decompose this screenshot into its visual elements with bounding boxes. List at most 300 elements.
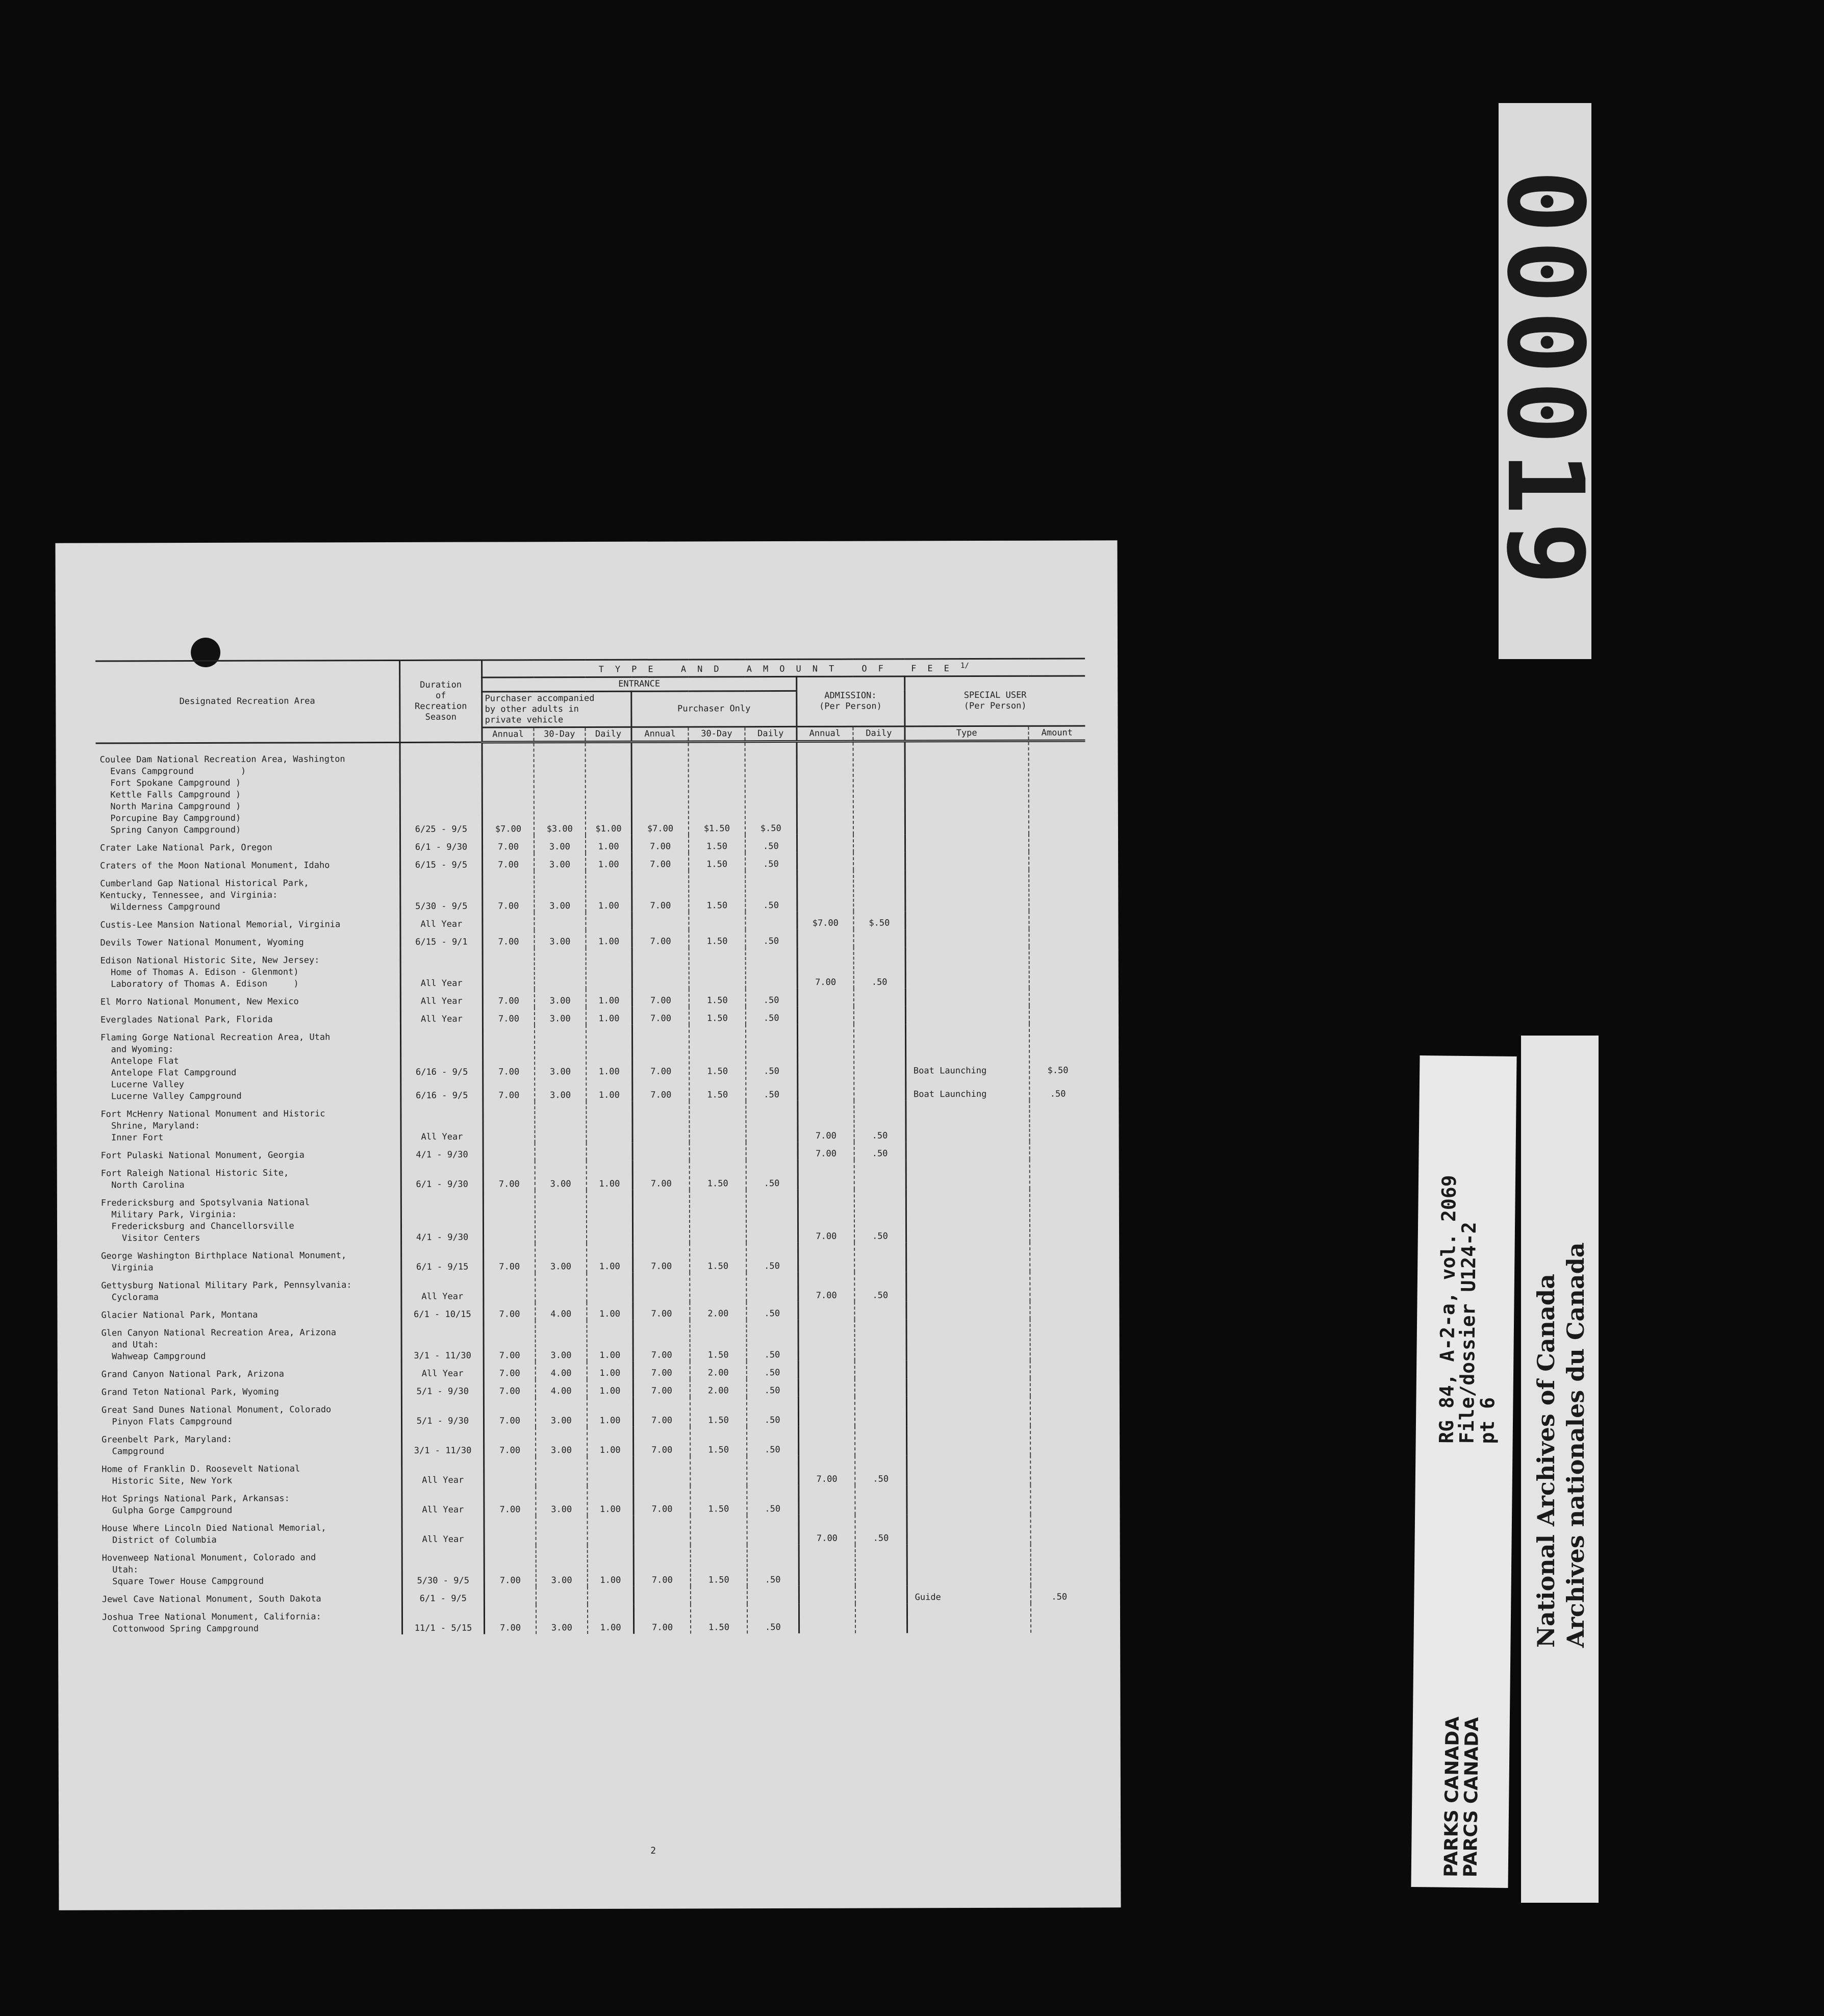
season-cell: All Year <box>401 1362 484 1379</box>
purchaser-daily-cell <box>747 1456 798 1485</box>
table-row <box>97 1378 1087 1398</box>
purchaser-daily-cell: .50 <box>747 1485 798 1515</box>
admission-daily-cell: .50 <box>855 1515 907 1544</box>
purchaser-annual-cell: 7.00 <box>634 1379 690 1397</box>
purchaser-30day-cell: 1.50 <box>689 929 745 947</box>
admission-annual-cell <box>798 1319 855 1360</box>
season-cell: 6/25 - 9/5 <box>400 742 483 836</box>
special-type-cell <box>905 834 1029 852</box>
purchaser-annual-cell: 7.00 <box>632 1006 689 1024</box>
purchaser-daily-cell: .50 <box>747 1361 798 1379</box>
season-cell: 5/30 - 9/5 <box>402 1545 485 1586</box>
area-cell: Glacier National Park, Montana <box>101 1309 258 1321</box>
special-type-cell <box>906 1425 1030 1455</box>
admission-annual-cell: 7.00 <box>798 1142 854 1160</box>
purchaser-daily-cell: .50 <box>745 870 797 912</box>
admission-daily-cell <box>853 852 905 870</box>
entrance-30day-cell <box>536 1516 587 1545</box>
special-type-cell <box>906 1455 1030 1485</box>
subheader-annual: Annual <box>796 726 853 741</box>
purchaser-daily-cell: .50 <box>747 1379 798 1397</box>
table-row <box>96 1100 1086 1144</box>
subheader-annual: Annual <box>631 727 688 742</box>
purchaser-daily-cell <box>746 1272 798 1302</box>
admission-daily-cell <box>855 1426 906 1455</box>
entrance-30day-cell: 3.00 <box>536 1545 587 1586</box>
area-cell: Greenbelt Park, Maryland: Campground <box>102 1434 232 1457</box>
season-cell: 5/1 - 9/30 <box>401 1397 484 1427</box>
footnote-mark: 1/ <box>960 662 969 670</box>
admission-daily-cell <box>854 1006 905 1024</box>
purchaser-30day-cell: 1.50 <box>689 835 745 852</box>
table-row <box>97 1271 1086 1303</box>
purchaser-30day-cell: 1.50 <box>690 1320 746 1361</box>
entrance-annual-cell <box>484 1516 536 1545</box>
entrance-30day-cell: 4.00 <box>535 1362 587 1379</box>
entrance-daily-cell <box>587 1190 633 1243</box>
area-cell: Hovenweep National Monument, Colorado and Utah: Square Tower House Campground <box>102 1552 316 1587</box>
entrance-30day-cell: 3.00 3.00 <box>535 1025 586 1101</box>
purchaser-daily-cell <box>745 912 797 929</box>
purchaser-30day-cell: 1.50 <box>690 1160 746 1190</box>
subheader-annual: Annual <box>482 727 534 742</box>
admission-annual-cell <box>798 1160 854 1189</box>
purchaser-annual-cell: 7.00 <box>634 1397 690 1426</box>
entrance-daily-cell: 1.00 <box>586 835 632 852</box>
entrance-annual-cell: 7.00 <box>483 989 535 1007</box>
entrance-annual-cell: 7.00 <box>484 1427 536 1456</box>
admission-annual-cell: 7.00 <box>797 1100 854 1142</box>
entrance-annual-cell: 7.00 <box>483 871 534 912</box>
purchaser-daily-cell: $.50 <box>745 741 797 835</box>
purchaser-annual-cell: 7.00 <box>632 929 689 947</box>
special-amount-cell <box>1029 1141 1086 1159</box>
table-row <box>97 1319 1086 1363</box>
special-amount-cell <box>1029 911 1085 928</box>
admission-annual-cell <box>798 1360 855 1378</box>
entrance-annual-cell: 7.00 <box>484 1362 535 1379</box>
national-archives-text <box>1531 1242 1590 1648</box>
special-type-cell <box>906 1141 1030 1160</box>
purchaser-daily-cell: .50 <box>746 989 797 1006</box>
purchaser-30day-cell: 1.50 <box>691 1604 747 1633</box>
special-type-cell: Guide <box>907 1585 1031 1603</box>
purchaser-annual-cell <box>633 1272 690 1302</box>
entrance-annual-cell <box>483 912 534 930</box>
special-amount-cell <box>1029 928 1085 946</box>
special-type-cell: Boat Launching Boat Launching <box>905 1023 1029 1100</box>
special-amount-cell <box>1030 1319 1087 1360</box>
header-purchaser-only <box>631 691 796 727</box>
admission-annual-cell <box>799 1603 855 1633</box>
header-entrance <box>482 676 796 692</box>
table-body <box>96 741 1088 1635</box>
admission-annual-cell <box>799 1544 855 1585</box>
table-row <box>98 1544 1087 1587</box>
purchaser-daily-cell <box>746 1190 798 1243</box>
special-type-cell <box>906 1360 1030 1378</box>
season-cell: All Year <box>400 989 483 1007</box>
purchaser-annual-cell: 7.00 <box>634 1426 690 1456</box>
area-cell: Joshua Tree National Monument, California: Cottonwood Spring Campground <box>102 1611 321 1634</box>
entrance-daily-cell: 1.00 <box>586 1160 632 1190</box>
entrance-daily-cell <box>588 1586 634 1604</box>
admission-annual-cell: 7.00 <box>798 1272 854 1301</box>
special-type-cell <box>905 1005 1029 1024</box>
special-type-cell <box>906 1159 1030 1189</box>
admission-daily-cell <box>855 1396 906 1426</box>
area-cell: Craters of the Moon National Monument, Idaho <box>100 860 330 871</box>
area-cell: Fort Pulaski National Monument, Georgia <box>100 1150 305 1161</box>
special-amount-cell <box>1031 1603 1087 1632</box>
special-amount-cell <box>1029 834 1085 851</box>
document-page <box>55 540 1121 1910</box>
purchaser-annual-cell: 7.00 <box>633 1302 690 1320</box>
special-type-cell <box>906 1378 1030 1396</box>
table-row <box>98 1603 1087 1635</box>
admission-annual-cell: 7.00 <box>799 1515 855 1544</box>
admission-daily-cell: .50 <box>854 1100 906 1142</box>
table-row <box>96 1005 1086 1026</box>
header-special-user <box>904 676 1085 726</box>
purchaser-daily-cell: .50 <box>747 1604 799 1633</box>
admission-annual-cell: 7.00 <box>798 1455 855 1485</box>
season-cell: All Year <box>401 1486 484 1516</box>
season-cell: All Year <box>400 1007 483 1025</box>
purchaser-daily-cell <box>746 947 797 989</box>
subheader-daily: Daily <box>745 726 796 741</box>
entrance-daily-cell: 1.00 <box>586 870 632 912</box>
season-cell: All Year <box>401 1273 484 1302</box>
purchaser-annual-cell <box>632 1142 689 1160</box>
special-type-cell <box>907 1544 1031 1585</box>
admission-annual-cell <box>797 741 854 835</box>
season-cell: All Year <box>400 948 483 989</box>
purchaser-30day-cell <box>690 1515 747 1545</box>
admission-annual-cell <box>797 988 854 1006</box>
entrance-30day-cell <box>534 912 586 930</box>
admission-daily-cell <box>854 988 905 1006</box>
admission-annual-cell <box>798 1426 855 1455</box>
entrance-daily-cell <box>587 1456 634 1485</box>
area-cell: Hot Springs National Park, Arkansas: Gulpha Gorge Campground <box>102 1493 290 1516</box>
parks-canada-line2: PARCS CANADA <box>1460 1717 1483 1878</box>
special-amount-cell <box>1030 1378 1086 1396</box>
entrance-daily-cell: $1.00 <box>585 742 631 835</box>
admission-daily-cell <box>855 1378 906 1396</box>
area-cell: Custis-Lee Mansion National Memorial, Virginia <box>100 919 341 930</box>
special-type-cell <box>906 1319 1030 1360</box>
purchaser-30day-cell: 1.50 1.50 <box>689 1024 746 1101</box>
area-cell: House Where Lincoln Died National Memorial, District of Columbia <box>102 1523 326 1546</box>
purchaser-30day-cell <box>689 912 745 929</box>
entrance-30day-cell: 3.00 <box>536 1427 587 1456</box>
header-admission <box>796 676 904 727</box>
entrance-daily-cell <box>586 947 632 989</box>
frame-number-card <box>1484 103 1607 659</box>
admission-daily-cell <box>853 870 905 911</box>
table-row <box>97 1242 1086 1274</box>
special-type-cell <box>905 928 1029 947</box>
table-row <box>97 1360 1087 1380</box>
table-header <box>95 659 1085 743</box>
special-type-cell <box>905 988 1029 1006</box>
purchaser-30day-cell: 1.50 <box>689 989 746 1006</box>
special-type-cell <box>907 1484 1031 1515</box>
purchaser-annual-cell: $7.00 <box>631 742 689 835</box>
purchaser-annual-cell: 7.00 7.00 <box>632 1024 690 1101</box>
admission-annual-cell <box>798 1378 855 1396</box>
entrance-annual-cell: 7.00 <box>484 1379 536 1397</box>
page-number: 2 <box>650 1845 656 1856</box>
special-amount-cell <box>1029 1159 1086 1189</box>
entrance-annual-cell: 7.00 <box>484 1486 536 1516</box>
entrance-30day-cell: $3.00 <box>534 742 586 835</box>
season-cell: 11/1 - 5/15 <box>402 1604 485 1634</box>
entrance-30day-cell: 3.00 <box>535 1007 586 1025</box>
purchaser-annual-cell: 7.00 <box>632 835 689 852</box>
special-amount-cell <box>1029 946 1086 988</box>
entrance-label: ENTRANCE <box>618 678 661 689</box>
entrance-daily-cell: 1.00 <box>586 929 632 947</box>
entrance-annual-cell <box>484 1273 535 1302</box>
admission-annual-cell <box>798 1396 855 1426</box>
table-row <box>98 1585 1087 1605</box>
admission-daily-cell: .50 <box>855 1455 906 1485</box>
table-row <box>96 834 1085 854</box>
special-amount-cell <box>1030 1425 1087 1455</box>
admission-annual-cell <box>797 1024 854 1100</box>
fee-type-title: TYPE AND AMOUNT OF FEE <box>598 663 960 675</box>
admission-daily-cell <box>855 1301 906 1319</box>
parks-canada-line1: PARKS CANADA <box>1440 1716 1463 1877</box>
purchaser-annual-cell <box>632 947 689 989</box>
special-amount-cell <box>1030 1455 1087 1484</box>
special-amount-cell <box>1029 1100 1086 1141</box>
entrance-30day-cell <box>534 948 586 989</box>
admission-annual-cell <box>797 852 853 870</box>
entrance-annual-cell <box>483 948 534 989</box>
entrance-daily-cell: 1.00 <box>587 1320 633 1361</box>
subheader-amount: Amount <box>1028 726 1085 741</box>
subheader-type: Type <box>905 726 1029 741</box>
entrance-daily-cell: 1.00 <box>586 1006 632 1024</box>
admission-annual-cell <box>797 1006 854 1024</box>
purchaser-daily-cell: .50 <box>746 1243 798 1272</box>
season-cell: All Year <box>402 1516 485 1545</box>
special-type-cell <box>905 946 1029 988</box>
purchaser-30day-cell <box>689 1101 746 1142</box>
season-cell: 6/1 - 9/30 <box>401 1161 484 1190</box>
area-cell: Grand Teton National Park, Wyoming <box>101 1387 279 1398</box>
purchaser-daily-cell: .50 <box>746 1160 798 1190</box>
special-type-cell <box>906 1396 1030 1426</box>
entrance-30day-cell: 3.00 <box>535 1161 586 1190</box>
purchaser-annual-cell: 7.00 <box>634 1485 690 1515</box>
special-amount-cell <box>1029 1005 1086 1023</box>
entrance-30day-cell: 3.00 <box>536 1604 588 1634</box>
admission-daily-cell <box>855 1603 907 1633</box>
archive-reference-label <box>1411 1055 1516 1888</box>
admission-daily-cell <box>855 1360 906 1378</box>
entrance-daily-cell: 1.00 <box>587 1485 634 1515</box>
admission-annual-cell: 7.00 <box>798 1189 854 1242</box>
entrance-30day-cell <box>536 1456 587 1486</box>
season-cell: 6/1 - 9/5 <box>402 1586 485 1604</box>
purchaser-30day-cell: 1.50 <box>690 1485 747 1515</box>
special-type-cell <box>906 1242 1030 1272</box>
special-amount-cell <box>1030 1544 1087 1585</box>
purchaser-daily-cell: .50 <box>747 1426 798 1456</box>
purchaser-30day-cell: 2.00 <box>690 1302 746 1320</box>
entrance-daily-cell <box>586 912 632 929</box>
admission-annual-cell: 7.00 <box>797 947 854 988</box>
area-cell: Devils Tower National Monument, Wyoming <box>100 937 304 948</box>
purchaser-daily-cell: .50 <box>746 1302 798 1320</box>
area-cell: Glen Canyon National Recreation Area, Arizona and Utah: Wahweap Campground <box>101 1327 337 1362</box>
area-cell: Gettysburg National Military Park, Pennsylvania: Cyclorama <box>101 1279 352 1303</box>
purchaser-30day-cell: 1.50 <box>689 1006 746 1024</box>
purchaser-daily-cell <box>746 1142 798 1160</box>
table-row <box>96 1023 1086 1102</box>
admission-daily-cell <box>854 1160 906 1189</box>
entrance-annual-cell: 7.00 7.00 <box>483 1025 535 1101</box>
purchaser-30day-cell <box>690 1456 747 1485</box>
entrance-30day-cell: 3.00 <box>536 1486 587 1516</box>
entrance-30day-cell <box>536 1586 588 1604</box>
purchaser-daily-cell: .50 <box>746 1320 798 1361</box>
special-user-label: SPECIAL USER (Per Person) <box>964 690 1027 712</box>
area-cell: Fredericksburg and Spotsylvania National Military Park, Virginia: Fredericksburg and Chancellorsville Visitor Centers <box>100 1197 310 1244</box>
entrance-30day-cell: 4.00 <box>535 1302 587 1320</box>
subheader-30day: 30-Day <box>688 726 745 741</box>
entrance-daily-cell: 1.00 <box>586 989 632 1006</box>
special-type-cell <box>907 1603 1031 1633</box>
entrance-30day-cell: 3.00 <box>534 871 586 912</box>
purchaser-annual-cell: 7.00 <box>632 870 689 912</box>
special-type-cell <box>907 1514 1031 1544</box>
table-row <box>97 1301 1086 1321</box>
entrance-annual-cell: 7.00 <box>484 1545 536 1586</box>
area-cell: Great Sand Dunes National Monument, Colorado Pinyon Flats Campground <box>101 1404 332 1427</box>
admission-annual-cell: $7.00 <box>797 911 853 929</box>
table-row <box>96 851 1085 872</box>
purchaser-annual-cell: 7.00 <box>634 1604 691 1633</box>
admission-daily-cell <box>854 929 905 947</box>
purchaser-30day-cell <box>689 1142 746 1160</box>
season-cell: 5/30 - 9/5 <box>400 871 483 912</box>
purchaser-annual-cell: 7.00 <box>632 852 689 870</box>
entrance-daily-cell: 1.00 <box>587 1302 633 1320</box>
special-amount-cell <box>1029 988 1085 1005</box>
entrance-daily-cell: 1.00 1.00 <box>586 1024 632 1101</box>
purchaser-annual-cell <box>633 1190 690 1243</box>
special-type-cell <box>905 869 1029 911</box>
season-cell: 6/15 - 9/5 <box>400 853 483 871</box>
purchaser-daily-cell: .50 <box>747 1397 798 1426</box>
archive-reference <box>1436 1175 1501 1444</box>
admission-daily-cell: .50 <box>854 1189 906 1242</box>
admission-annual-cell <box>798 1485 855 1515</box>
area-cell: Jewel Cave National Monument, South Dakota <box>102 1594 321 1605</box>
purchaser-30day-cell: $1.50 <box>688 741 745 835</box>
entrance-annual-cell: 7.00 <box>483 853 534 871</box>
entrance-daily-cell: 1.00 <box>587 1426 634 1456</box>
purchaser-30day-cell <box>691 1586 747 1604</box>
area-cell: El Morro National Monument, New Mexico <box>100 996 299 1007</box>
area-cell: Cumberland Gap National Historical Park, Kentucky, Tennessee, and Virginia: Wilderness Campground <box>100 878 309 913</box>
purchaser-annual-cell <box>634 1515 690 1545</box>
season-cell: 4/1 - 9/30 <box>401 1190 484 1243</box>
purchaser-daily-cell: .50 .50 <box>746 1024 797 1101</box>
season-cell: 6/1 - 10/15 <box>401 1302 484 1320</box>
season-cell: 5/1 - 9/30 <box>401 1379 484 1397</box>
archive-label-french: Archives nationales du Canada <box>1562 1242 1589 1648</box>
entrance-annual-cell <box>484 1456 536 1486</box>
purchaser-daily-cell: .50 <box>745 929 797 947</box>
header-area-text: Designated Recreation Area <box>179 696 315 707</box>
special-amount-cell <box>1029 851 1085 869</box>
entrance-30day-cell: 4.00 <box>536 1379 587 1397</box>
admission-annual-cell <box>797 870 853 911</box>
season-cell: All Year <box>400 1101 483 1143</box>
area-cell: Edison National Historic Site, New Jersey: Home of Thomas A. Edison - Glenmont) Laboratory of Thomas A. Edison ) <box>100 955 320 990</box>
purchaser-annual-cell: 7.00 <box>633 1320 690 1361</box>
season-cell: 3/1 - 11/30 <box>401 1320 484 1362</box>
admission-daily-cell <box>855 1485 906 1515</box>
frame-number: 000019 <box>1484 169 1607 593</box>
season-cell: All Year <box>401 1456 484 1486</box>
purchaser-annual-cell <box>634 1586 691 1604</box>
purchaser-30day-cell: 2.00 <box>690 1361 747 1379</box>
purchaser-daily-cell: .50 <box>747 1545 799 1586</box>
admission-annual-cell <box>798 1242 854 1272</box>
entrance-annual-cell: 7.00 <box>483 930 534 948</box>
entrance-annual-cell: 7.00 <box>484 1397 536 1427</box>
parks-canada-stamp <box>1442 1717 1482 1878</box>
entrance-daily-cell <box>586 1142 632 1160</box>
entrance-30day-cell: 3.00 <box>534 853 586 871</box>
national-archives-label <box>1521 1036 1599 1903</box>
special-amount-cell <box>1030 1360 1086 1378</box>
purchaser-30day-cell <box>690 1272 746 1302</box>
admission-annual-cell <box>798 1301 854 1319</box>
header-season-text: Duration of Recreation Season <box>415 679 467 722</box>
header-fee-type <box>482 659 1085 677</box>
entrance-30day-cell: 3.00 <box>536 1397 587 1427</box>
admission-daily-cell <box>853 741 905 835</box>
admission-daily-cell: $.50 <box>854 911 905 929</box>
table-row <box>96 988 1086 1008</box>
special-amount-cell <box>1030 1484 1087 1514</box>
special-type-cell <box>906 1301 1030 1319</box>
season-cell: 6/15 - 9/1 <box>400 930 483 948</box>
header-season <box>399 660 482 742</box>
season-cell: 4/1 - 9/30 <box>401 1143 484 1161</box>
table-row <box>96 928 1085 949</box>
special-type-cell <box>906 1271 1030 1301</box>
entrance-annual-cell: 7.00 <box>483 1161 535 1190</box>
special-type-cell <box>906 1189 1030 1242</box>
admission-daily-cell: .50 <box>854 1272 906 1301</box>
admission-daily-cell <box>854 1242 906 1272</box>
special-amount-cell <box>1029 869 1086 911</box>
entrance-annual-cell: 7.00 <box>485 1604 536 1634</box>
entrance-annual-cell <box>483 1143 535 1161</box>
purchaser-annual-cell: 7.00 <box>633 1361 690 1379</box>
purchaser-daily-cell <box>746 1101 797 1142</box>
entrance-daily-cell: 1.00 <box>587 1243 633 1272</box>
